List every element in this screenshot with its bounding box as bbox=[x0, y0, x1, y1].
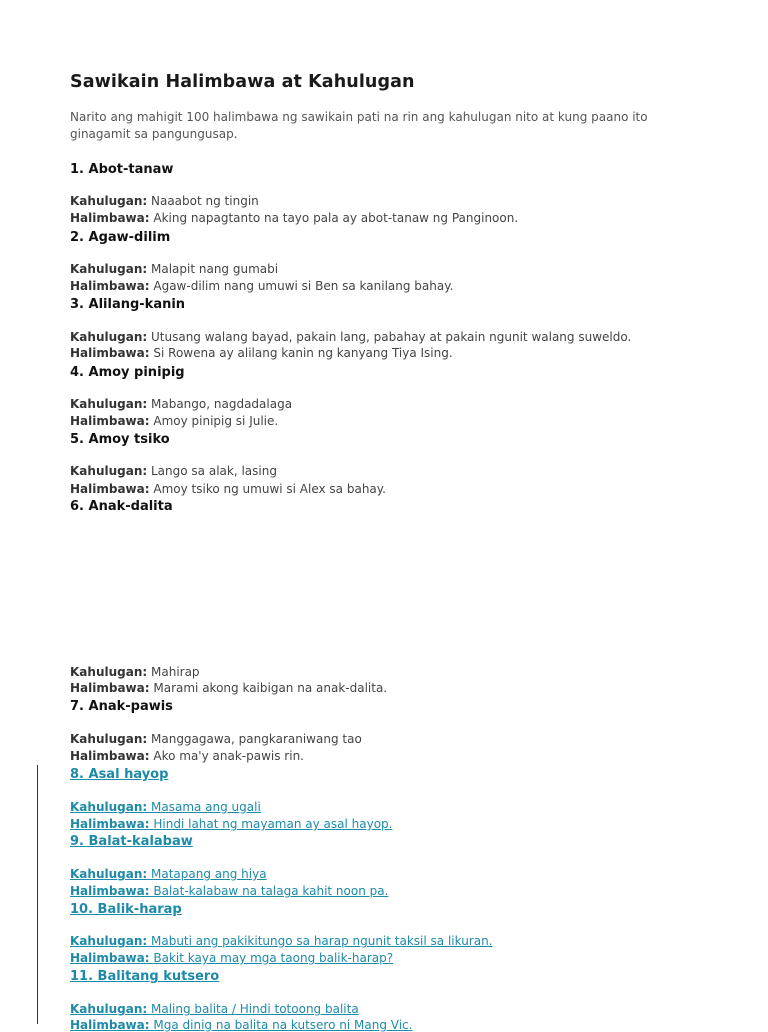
example-label: Halimbawa: bbox=[70, 884, 150, 898]
selection-margin-line bbox=[37, 765, 38, 1024]
entry-example bbox=[70, 414, 278, 428]
entry-example bbox=[70, 211, 518, 225]
meaning-text: Manggagawa, pangkaraniwang tao bbox=[151, 732, 362, 746]
meaning-text: Mahirap bbox=[151, 665, 200, 679]
example-label: Halimbawa: bbox=[70, 482, 150, 496]
entry-term: 6. Anak-dalita bbox=[70, 499, 173, 514]
entry-example bbox=[70, 749, 304, 763]
example-label: Halimbawa: bbox=[70, 951, 150, 965]
example-text: Mga dinig na balita na kutsero ni Mang Vic. bbox=[153, 1018, 413, 1032]
entry-example bbox=[70, 279, 453, 293]
entry-term: 5. Amoy tsiko bbox=[70, 432, 170, 447]
example-label: Halimbawa: bbox=[70, 817, 150, 831]
example-text: Aking napagtanto na tayo pala ay abot-tanaw ng Panginoon. bbox=[153, 211, 519, 225]
meaning-text: Matapang ang hiya bbox=[151, 867, 267, 881]
entry-meaning bbox=[70, 464, 277, 478]
meaning-label: Kahulugan: bbox=[70, 464, 148, 478]
entry-example bbox=[70, 482, 386, 496]
example-label: Halimbawa: bbox=[70, 211, 150, 225]
example-text: Amoy pinipig si Julie. bbox=[153, 414, 279, 428]
entry-meaning[interactable] bbox=[70, 934, 493, 948]
page-title: Sawikain Halimbawa at Kahulugan bbox=[70, 72, 415, 92]
entry-example[interactable] bbox=[70, 1018, 412, 1032]
entry-term: 2. Agaw-dilim bbox=[70, 230, 171, 245]
meaning-label: Kahulugan: bbox=[70, 732, 148, 746]
example-text: Marami akong kaibigan na anak-dalita. bbox=[153, 681, 388, 695]
entry-meaning bbox=[70, 732, 362, 746]
entry-term: 4. Amoy pinipig bbox=[70, 365, 185, 380]
entry-term-link[interactable]: 9. Balat-kalabaw bbox=[70, 834, 193, 849]
meaning-text: Naaabot ng tingin bbox=[151, 194, 259, 208]
example-text: Si Rowena ay alilang kanin ng kanyang Tiya Ising. bbox=[153, 346, 453, 360]
entry-example[interactable] bbox=[70, 817, 392, 831]
intro-paragraph: Narito ang mahigit 100 halimbawa ng sawikain pati na rin ang kahulugan nito at kung paano ito ginagamit sa pangungusap. bbox=[70, 110, 648, 141]
entry-meaning bbox=[70, 397, 292, 411]
example-text: Bakit kaya may mga taong balik-harap? bbox=[153, 951, 394, 965]
example-text: Amoy tsiko ng umuwi si Alex sa bahay. bbox=[153, 482, 386, 496]
meaning-label: Kahulugan: bbox=[70, 1002, 148, 1016]
meaning-text: Lango sa alak, lasing bbox=[151, 464, 277, 478]
entry-term-link[interactable]: 8. Asal hayop bbox=[70, 767, 169, 782]
example-text: Balat-kalabaw na talaga kahit noon pa. bbox=[153, 884, 389, 898]
entry-meaning[interactable] bbox=[70, 1002, 359, 1016]
entry-example[interactable] bbox=[70, 951, 393, 965]
example-text: Hindi lahat ng mayaman ay asal hayop. bbox=[153, 817, 393, 831]
example-text: Ako ma'y anak-pawis rin. bbox=[153, 749, 304, 763]
example-label: Halimbawa: bbox=[70, 681, 150, 695]
meaning-label: Kahulugan: bbox=[70, 800, 148, 814]
meaning-text: Mabango, nagdadalaga bbox=[151, 397, 293, 411]
entry-example[interactable] bbox=[70, 884, 388, 898]
meaning-label: Kahulugan: bbox=[70, 194, 148, 208]
meaning-text: Mabuti ang pakikitungo sa harap ngunit taksil sa likuran. bbox=[151, 934, 493, 948]
entry-term: 1. Abot-tanaw bbox=[70, 162, 174, 177]
meaning-label: Kahulugan: bbox=[70, 330, 148, 344]
meaning-text: Malapit nang gumabi bbox=[151, 262, 279, 276]
meaning-label: Kahulugan: bbox=[70, 262, 148, 276]
entry-meaning bbox=[70, 665, 200, 679]
meaning-label: Kahulugan: bbox=[70, 934, 148, 948]
entry-example bbox=[70, 346, 453, 360]
entry-meaning bbox=[70, 330, 631, 344]
meaning-text: Masama ang ugali bbox=[151, 800, 261, 814]
entry-term-link[interactable]: 11. Balitang kutsero bbox=[70, 969, 220, 984]
meaning-label: Kahulugan: bbox=[70, 397, 148, 411]
entry-meaning[interactable] bbox=[70, 800, 261, 814]
example-label: Halimbawa: bbox=[70, 414, 150, 428]
entry-term: 3. Alilang-kanin bbox=[70, 297, 186, 312]
entry-example bbox=[70, 681, 387, 695]
meaning-label: Kahulugan: bbox=[70, 867, 148, 881]
meaning-text: Utusang walang bayad, pakain lang, pabahay at pakain ngunit walang suweldo. bbox=[151, 330, 632, 344]
meaning-text: Maling balita / Hindi totoong balita bbox=[151, 1002, 359, 1016]
example-label: Halimbawa: bbox=[70, 279, 150, 293]
example-text: Agaw-dilim nang umuwi si Ben sa kanilang bahay. bbox=[153, 279, 454, 293]
entry-term-link[interactable]: 10. Balik-harap bbox=[70, 902, 182, 917]
example-label: Halimbawa: bbox=[70, 346, 150, 360]
example-label: Halimbawa: bbox=[70, 1018, 150, 1032]
entry-meaning[interactable] bbox=[70, 867, 267, 881]
entry-meaning bbox=[70, 262, 278, 276]
entry-meaning bbox=[70, 194, 259, 208]
meaning-label: Kahulugan: bbox=[70, 665, 148, 679]
entry-term: 7. Anak-pawis bbox=[70, 699, 173, 714]
example-label: Halimbawa: bbox=[70, 749, 150, 763]
